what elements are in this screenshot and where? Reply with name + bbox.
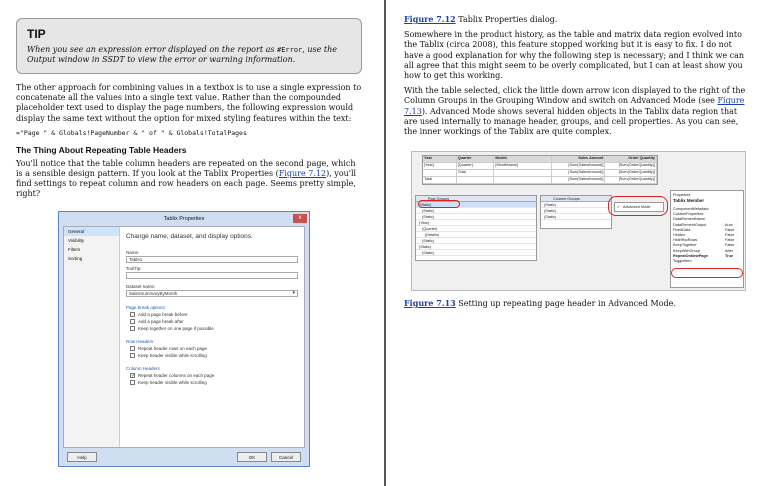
checkbox-icon: [130, 346, 135, 351]
property-name: FixedData: [673, 227, 691, 232]
row-groups-title: Row Groups: [416, 196, 536, 202]
text: With the table selected, click the little down arrow icon displayed to the right of the Column Groups in the Grouping Window and switch on Advanced Mode (see: [404, 86, 746, 106]
properties-object: Tablix Member: [673, 198, 705, 203]
dataset-label: Dataset name:: [126, 284, 156, 289]
help-button[interactable]: Help: [67, 452, 97, 462]
tip-code: #Error: [277, 46, 303, 54]
nav-filters[interactable]: Filters: [68, 247, 81, 252]
checkbox-icon: [130, 319, 135, 324]
grid-cell[interactable]: Quarter: [457, 156, 495, 162]
property-value: False: [725, 227, 735, 232]
paragraph: The other approach for combining values in a textbox is to use a single expression to concatenate all the values into a single text value. Rather than the compounded placeholder text used to display the page numbers, the following expression would display the same text without the option for mixed styling features within the text:: [16, 83, 362, 123]
figure-caption: [404, 14, 752, 25]
grid-cell[interactable]: Total: [423, 177, 457, 183]
property-name: DataElementOutput: [673, 222, 707, 227]
grid-cell[interactable]: [Sum(SalesAmount)]: [552, 163, 606, 169]
paragraph: [404, 86, 752, 137]
property-value: Auto: [725, 222, 733, 227]
dialog-title: Tablix Properties: [163, 216, 205, 222]
row-group-item[interactable]: (Details): [416, 232, 536, 238]
property-value: False: [725, 243, 735, 248]
grid-cell[interactable]: [494, 177, 552, 183]
grid-cell[interactable]: [Sum(SalesAmount)]: [552, 177, 606, 183]
checkbox-repeat-header-columns[interactable]: [130, 373, 298, 378]
property-value: True: [725, 253, 734, 258]
tip-text-1: When you see an expression error displayed on the report as: [27, 45, 275, 54]
code-line: ="Page " & Globals!PageNumber & " of " & Globals!TotalPages: [16, 128, 247, 137]
checkbox-label: Keep header visible while scrolling: [138, 353, 207, 358]
checkbox-icon: [130, 312, 135, 317]
figure-label[interactable]: Figure 7.13: [404, 298, 456, 308]
nav-general[interactable]: General: [64, 227, 119, 236]
column-group-item[interactable]: (Static): [541, 208, 611, 214]
advanced-mode-label: Advanced Mode: [623, 205, 651, 209]
row-group-item[interactable]: (Static): [416, 214, 536, 220]
property-name: ToggleItem: [673, 258, 692, 263]
name-field[interactable]: Table1: [126, 256, 298, 263]
ok-button[interactable]: OK: [237, 452, 267, 462]
grid-cell[interactable]: [MonthName]: [494, 163, 552, 169]
figure-link[interactable]: Figure 7.12: [278, 169, 327, 179]
checkbox-label: Keep header visible while scrolling: [138, 380, 207, 385]
tip-text: [27, 45, 351, 65]
checkbox-keep-row-header-visible[interactable]: [130, 353, 298, 358]
tooltip-label: ToolTip:: [126, 266, 142, 271]
grid-cell[interactable]: [494, 170, 552, 176]
grid-cell[interactable]: Sales Amount: [552, 156, 606, 162]
tip-text-2: , use the Output window in SSDT to view the error or warning information.: [27, 45, 338, 64]
dialog-footer: [59, 448, 309, 466]
checkbox-icon: [130, 380, 135, 385]
property-name: DataElementName: [673, 217, 706, 222]
row-group-item[interactable]: (Static): [416, 250, 536, 256]
cancel-button[interactable]: Cancel: [271, 452, 301, 462]
property-name: HideIfNoRows: [673, 238, 698, 243]
row-group-item[interactable]: (Static): [416, 208, 536, 214]
grid-row: [423, 177, 657, 184]
dialog-nav: [64, 227, 120, 447]
grid-cell[interactable]: [Sum(OrderQuantity)]: [605, 177, 657, 183]
checkbox-keep-column-header-visible[interactable]: [130, 380, 298, 385]
figure-link[interactable]: Figure 7.13: [404, 96, 745, 116]
column-groups-pane: [540, 195, 612, 229]
grid-row: [423, 163, 657, 170]
paragraph: [16, 159, 362, 200]
dialog-content: [126, 233, 298, 387]
property-value: False: [725, 232, 735, 237]
grid-cell[interactable]: Total: [457, 170, 495, 176]
checkbox-repeat-header-rows[interactable]: [130, 346, 298, 351]
grid-cell[interactable]: [Sum(OrderQuantity)]: [605, 163, 657, 169]
property-list: [673, 207, 741, 264]
property-value: After: [725, 248, 734, 253]
close-icon[interactable]: x: [293, 214, 307, 223]
checkbox-keep-together[interactable]: [130, 326, 298, 331]
grid-cell[interactable]: [Sum(SalesAmount)]: [552, 170, 606, 176]
property-name: RepeatOnNewPage: [673, 253, 708, 258]
grid-cell[interactable]: [Sum(OrderQuantity)]: [605, 170, 657, 176]
section-heading: The Thing About Repeating Table Headers: [16, 144, 187, 155]
name-label: Name:: [126, 250, 140, 255]
text: ). Advanced Mode shows several hidden objects in the Tablix data region that are used internally to manage header, groups, and cell properties. As you can see, the inner workings of the Tablix are quite complex.: [404, 106, 739, 137]
nav-visibility[interactable]: Visibility: [68, 238, 85, 243]
column-groups-title: Column Groups: [541, 196, 611, 202]
row-group-item[interactable]: (Static): [416, 244, 536, 250]
grid-cell[interactable]: [423, 170, 457, 176]
checkbox-label: Repeat header columns on each page: [138, 373, 215, 378]
paragraph: Somewhere in the product history, as the table and matrix data region evolved into the Tablix (circa 2008), this feature stopped working but it is easy to fix. I do not have a good explanation for why the following step is necessary; and I think we can all agree that this might seem to be overly complicated, but I can at least show you how to get this working.: [404, 30, 745, 81]
highlight-oval: [671, 268, 743, 278]
grid-cell[interactable]: Year: [423, 156, 457, 162]
page-break-section: Page break options: [126, 305, 165, 310]
tablix-grid: [422, 155, 658, 185]
grid-cell[interactable]: [457, 177, 495, 183]
checkbox-label: Keep together on one page if possible: [138, 326, 214, 331]
check-icon: ✓: [617, 205, 621, 209]
dataset-select[interactable]: SalesSummaryByMonth ▾: [126, 290, 298, 297]
checkbox-icon: [130, 326, 135, 331]
row-headers-section: Row Headers: [126, 339, 154, 344]
caption-text: Tablix Properties dialog.: [455, 15, 558, 24]
tip-box: [16, 18, 362, 74]
tooltip-field[interactable]: [126, 272, 298, 279]
property-name: Hidden: [673, 232, 686, 237]
properties-title: Properties: [673, 193, 691, 197]
property-value: False: [725, 238, 735, 243]
text: You'll notice that the table column headers are repeated on the second page, which is a sensible design pattern. If you look at the Tablix Properties (: [16, 158, 356, 179]
row-group-item[interactable]: (Static): [416, 202, 536, 208]
row-group-item[interactable]: (Static): [416, 238, 536, 244]
checkbox-page-break-before[interactable]: [130, 312, 298, 317]
checkbox-label: Repeat header rows on each page: [138, 346, 208, 351]
checkbox-page-break-after[interactable]: [130, 319, 298, 324]
row-group-item[interactable]: (Quarter): [416, 226, 536, 232]
checkbox-icon: [130, 353, 135, 358]
checkbox-checked-icon: ✓: [131, 373, 136, 379]
report-designer-screenshot: [411, 151, 746, 291]
tablix-properties-dialog: [58, 211, 310, 467]
property-row[interactable]: [673, 259, 741, 264]
checkbox-label: Add a page break after: [138, 319, 184, 324]
figure-label[interactable]: Figure 7.12: [404, 14, 456, 24]
nav-sorting[interactable]: Sorting: [68, 256, 83, 261]
property-name: KeepTogether: [673, 243, 697, 248]
row-group-item[interactable]: (Year): [416, 220, 536, 226]
grid-header-row: [423, 156, 657, 163]
figure-caption: [404, 298, 764, 314]
caption-text: Setting up repeating page header in Advanced Mode.: [455, 299, 676, 308]
checkbox-label: Add a page break before: [138, 312, 188, 317]
dialog-heading: Change name, dataset, and display options.: [126, 233, 253, 240]
grid-cell[interactable]: Order Quantity: [605, 156, 657, 162]
grid-cell[interactable]: Month: [494, 156, 552, 162]
property-name: CustomProperties: [673, 212, 704, 217]
property-name: KeepWithGroup: [673, 248, 701, 253]
grid-cell[interactable]: [Year]: [423, 163, 457, 169]
dialog-body: [63, 226, 305, 448]
text: ), you'll find settings to repeat column and row headers on each page. Seems pretty simple, right?: [16, 169, 357, 199]
grid-row: [423, 170, 657, 177]
column-group-item[interactable]: (Static): [541, 214, 611, 220]
grid-cell[interactable]: [Quarter]: [457, 163, 495, 169]
property-name: ComponentMetadata: [673, 207, 709, 211]
highlight-oval: [418, 200, 460, 208]
highlight-oval: [608, 196, 668, 216]
column-headers-section: Column Headers: [126, 366, 160, 371]
tip-title: TIP: [27, 27, 46, 41]
column-group-item[interactable]: (Static): [541, 202, 611, 208]
